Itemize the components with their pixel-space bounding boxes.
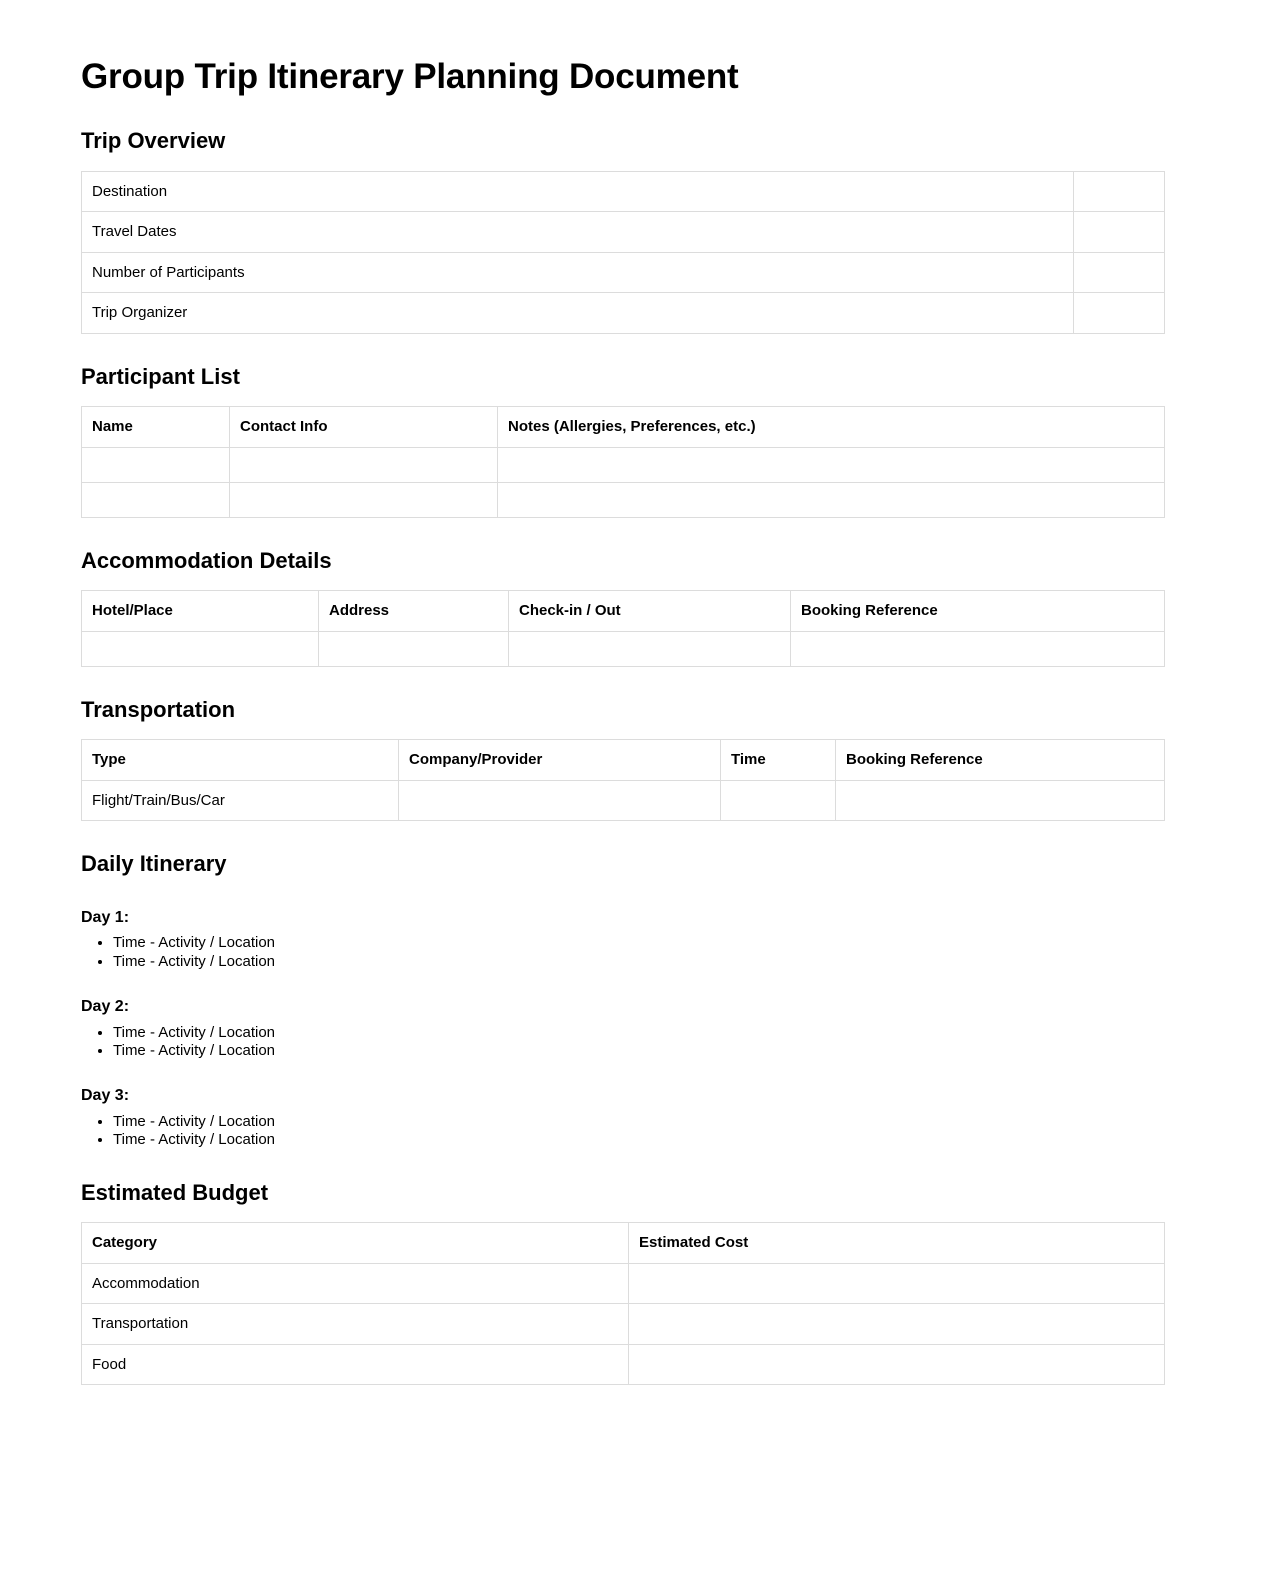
budget-col-estimated-cost: Estimated Cost	[629, 1223, 1165, 1264]
accommodation-table	[81, 590, 1165, 667]
trip-overview-label-destination: Destination	[82, 171, 1074, 212]
transportation-col-time: Time	[721, 740, 836, 781]
participant-cell-name-2[interactable]	[82, 482, 230, 517]
table-row	[82, 212, 1165, 253]
transportation-col-type: Type	[82, 740, 399, 781]
participant-cell-contact-1[interactable]	[230, 447, 498, 482]
transportation-cell-type[interactable]: Flight/Train/Bus/Car	[82, 780, 399, 821]
accommodation-cell-hotel-place[interactable]	[82, 631, 319, 666]
table-row	[82, 293, 1165, 334]
trip-overview-value-travel-dates[interactable]	[1074, 212, 1165, 253]
participant-col-notes: Notes (Allergies, Preferences, etc.)	[498, 407, 1165, 448]
transportation-col-booking-reference: Booking Reference	[836, 740, 1165, 781]
page-title: Group Trip Itinerary Planning Document	[81, 57, 739, 96]
section-heading-transportation: Transportation	[81, 696, 236, 722]
participant-col-name: Name	[82, 407, 230, 448]
table-row	[82, 447, 1165, 482]
list-item[interactable]: • Time - Activity / Location	[113, 1024, 1164, 1042]
accommodation-cell-check-in-out[interactable]	[509, 631, 791, 666]
participant-cell-contact-2[interactable]	[230, 482, 498, 517]
day-1-activity-list	[81, 934, 1164, 971]
day-3-activity-list	[81, 1113, 1164, 1150]
participant-cell-name-1[interactable]	[82, 447, 230, 482]
budget-col-category: Category	[82, 1223, 629, 1264]
document-content	[81, 0, 1164, 1373]
table-row	[82, 171, 1165, 212]
section-heading-trip-overview: Trip Overview	[81, 128, 226, 153]
list-item[interactable]: • Time - Activity / Location	[113, 1113, 1164, 1131]
budget-cell-category-food[interactable]: Food	[82, 1344, 629, 1385]
section-heading-daily-itinerary: Daily Itinerary	[81, 851, 227, 876]
table-row	[82, 780, 1165, 821]
trip-overview-value-destination[interactable]	[1074, 171, 1165, 212]
table-header-row	[82, 1223, 1165, 1264]
participant-cell-notes-1[interactable]	[498, 447, 1165, 482]
day-block-3	[81, 1086, 1164, 1149]
participant-col-contact-info: Contact Info	[230, 407, 498, 448]
accommodation-col-hotel-place: Hotel/Place	[82, 591, 319, 632]
budget-cell-cost-accommodation[interactable]	[629, 1263, 1165, 1304]
budget-cell-category-transportation[interactable]: Transportation	[82, 1304, 629, 1345]
section-heading-accommodation-details: Accommodation Details	[81, 547, 332, 573]
day-1-label: Day 1:	[81, 908, 130, 926]
trip-overview-value-trip-organizer[interactable]	[1074, 293, 1165, 334]
accommodation-table-wrap	[81, 590, 1164, 667]
participant-cell-notes-2[interactable]	[498, 482, 1165, 517]
transportation-col-company-provider: Company/Provider	[399, 740, 721, 781]
table-header-row	[82, 407, 1165, 448]
section-heading-participant-list: Participant List	[81, 363, 240, 389]
estimated-budget-table-wrap	[81, 1222, 1164, 1385]
accommodation-col-address: Address	[319, 591, 509, 632]
transportation-cell-booking-reference[interactable]	[836, 780, 1165, 821]
day-3-label: Day 3:	[81, 1087, 130, 1105]
trip-overview-table-wrap	[81, 171, 1164, 334]
participant-list-table-wrap	[81, 406, 1164, 518]
day-block-1	[81, 908, 1164, 971]
day-2-activity-list	[81, 1024, 1164, 1061]
table-header-row	[82, 591, 1165, 632]
accommodation-col-check-in-out: Check-in / Out	[509, 591, 791, 632]
participant-list-table	[81, 406, 1165, 518]
table-row	[82, 1304, 1165, 1345]
transportation-table-wrap	[81, 739, 1164, 821]
accommodation-cell-booking-reference[interactable]	[791, 631, 1165, 666]
day-block-2	[81, 997, 1164, 1060]
trip-overview-label-trip-organizer: Trip Organizer	[82, 293, 1074, 334]
section-heading-estimated-budget: Estimated Budget	[81, 1179, 269, 1205]
list-item[interactable]: • Time - Activity / Location	[113, 1131, 1164, 1149]
list-item[interactable]: • Time - Activity / Location	[113, 934, 1164, 952]
accommodation-cell-address[interactable]	[319, 631, 509, 666]
list-item[interactable]: • Time - Activity / Location	[113, 953, 1164, 971]
list-item[interactable]: • Time - Activity / Location	[113, 1042, 1164, 1060]
accommodation-col-booking-reference: Booking Reference	[791, 591, 1165, 632]
trip-overview-label-number-of-participants: Number of Participants	[82, 252, 1074, 293]
day-2-label: Day 2:	[81, 997, 130, 1015]
table-row	[82, 482, 1165, 517]
table-row	[82, 252, 1165, 293]
table-row	[82, 1263, 1165, 1304]
budget-cell-cost-transportation[interactable]	[629, 1304, 1165, 1345]
transportation-cell-time[interactable]	[721, 780, 836, 821]
transportation-table	[81, 739, 1165, 821]
budget-cell-category-accommodation[interactable]: Accommodation	[82, 1263, 629, 1304]
trip-overview-table	[81, 171, 1165, 334]
budget-cell-cost-food[interactable]	[629, 1344, 1165, 1385]
trip-overview-label-travel-dates: Travel Dates	[82, 212, 1074, 253]
table-header-row	[82, 740, 1165, 781]
table-row	[82, 631, 1165, 666]
trip-overview-value-number-of-participants[interactable]	[1074, 252, 1165, 293]
estimated-budget-table	[81, 1222, 1165, 1385]
table-row	[82, 1344, 1165, 1385]
transportation-cell-company-provider[interactable]	[399, 780, 721, 821]
